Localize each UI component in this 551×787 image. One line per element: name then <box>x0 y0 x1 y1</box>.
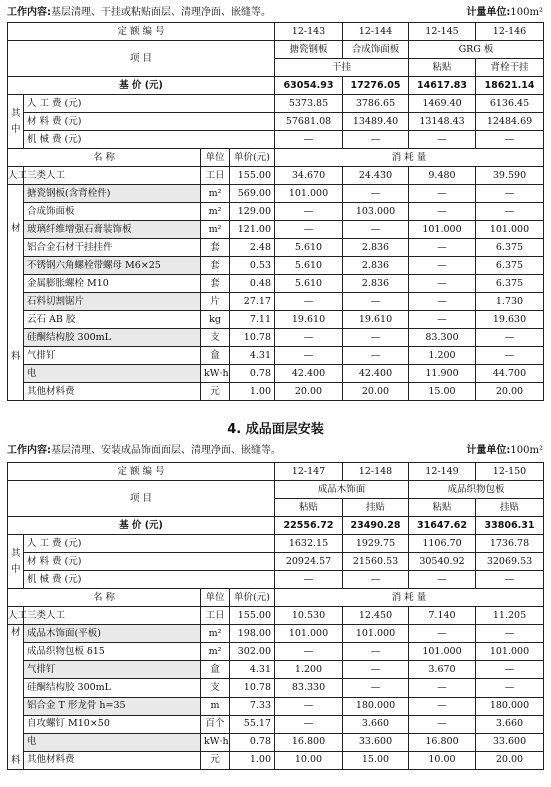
method-label: 背栓干挂 <box>476 59 544 77</box>
quota-code: 12-146 <box>476 23 544 41</box>
material-row <box>8 185 544 203</box>
labor-name: 三类人工 <box>24 167 201 185</box>
material-value: — <box>343 293 409 311</box>
cost-value: 12484.69 <box>476 113 544 131</box>
labor-value: 9.480 <box>409 167 476 185</box>
labor-price: 155.00 <box>230 167 275 185</box>
material-value: 101.000 <box>409 221 476 239</box>
material-value: 3.660 <box>476 715 544 733</box>
material-value: 2.836 <box>343 257 409 275</box>
material-value: — <box>343 679 409 697</box>
material-name: 不锈钢六角螺栓带螺母 M6×25 <box>24 257 201 275</box>
material-row <box>8 293 544 311</box>
quota-table-2 <box>7 462 544 770</box>
material-value: — <box>275 347 343 365</box>
material-unit: 片 <box>201 293 230 311</box>
labor-value: 39.590 <box>476 167 544 185</box>
material-unit: m² <box>201 185 230 203</box>
quota-number-label: 定 额 编 号 <box>8 23 275 41</box>
material-value: 15.00 <box>409 383 476 401</box>
material-price: 0.78 <box>230 733 275 751</box>
cost-name: 材 料 费 (元) <box>24 113 275 131</box>
material-value: — <box>476 679 544 697</box>
cost-value: 30540.92 <box>409 553 476 571</box>
material-value: 10.00 <box>275 751 343 769</box>
material-value: 5.610 <box>275 257 343 275</box>
quota-code: 12-144 <box>343 23 409 41</box>
material-price: 2.48 <box>230 239 275 257</box>
material-value: 16.800 <box>409 733 476 751</box>
material-value: 20.00 <box>343 383 409 401</box>
material-name: 其他材料费 <box>24 751 201 769</box>
material-value: — <box>275 221 343 239</box>
material-rows-2 <box>8 625 544 770</box>
cost-value: 5373.85 <box>275 95 343 113</box>
material-price: 10.78 <box>230 679 275 697</box>
cost-value: 6136.45 <box>476 95 544 113</box>
material-name: 气排钉 <box>24 661 201 679</box>
material-unit: 套 <box>201 239 230 257</box>
base-price: 22556.72 <box>275 517 343 535</box>
material-value: — <box>275 329 343 347</box>
material-value: — <box>476 661 544 679</box>
material-value: 19.610 <box>343 311 409 329</box>
item-label: 项 目 <box>8 481 275 517</box>
material-value: 20.00 <box>476 751 544 769</box>
material-group-char: 料 <box>11 755 21 766</box>
material-group-char: 材 <box>11 222 21 234</box>
material-row <box>8 679 544 697</box>
work-content-label: 工作内容: <box>7 445 51 456</box>
method-label: 粘贴 <box>275 499 343 517</box>
item-label: 项 目 <box>8 41 275 77</box>
material-value: 101.000 <box>275 625 343 643</box>
material-price: 7.33 <box>230 697 275 715</box>
material-value: 1.200 <box>409 347 476 365</box>
material-row <box>8 661 544 679</box>
material-value: 6.375 <box>476 275 544 293</box>
item-name: 搪瓷钢板 <box>275 41 343 59</box>
material-value: — <box>343 347 409 365</box>
consumption-column-header: 消 耗 量 <box>275 149 544 167</box>
quota-number-label: 定 额 编 号 <box>8 463 275 481</box>
cost-value: 1106.70 <box>409 535 476 553</box>
material-unit: 百个 <box>201 715 230 733</box>
material-price: 0.53 <box>230 257 275 275</box>
material-unit: 套 <box>201 257 230 275</box>
item-name: 合成饰面板 <box>343 41 409 59</box>
price-column-header: 单价(元) <box>230 149 275 167</box>
material-unit: 元 <box>201 751 230 769</box>
material-name: 搪瓷钢板(含背栓件) <box>24 185 201 203</box>
material-value: 42.400 <box>275 365 343 383</box>
cost-value: 13489.40 <box>343 113 409 131</box>
material-value: 180.000 <box>343 697 409 715</box>
material-price: 4.31 <box>230 661 275 679</box>
material-value: 10.00 <box>409 751 476 769</box>
labor-value: 10.530 <box>275 607 343 625</box>
material-name: 云石 AB 胶 <box>24 311 201 329</box>
work-content-line-1 <box>7 6 543 20</box>
material-row <box>8 257 544 275</box>
material-row <box>8 715 544 733</box>
material-value: 101.000 <box>409 643 476 661</box>
material-price: 198.00 <box>230 625 275 643</box>
base-price-label: 基 价 (元) <box>8 517 275 535</box>
material-row <box>8 751 544 769</box>
material-value: 1.200 <box>275 661 343 679</box>
material-value: — <box>409 203 476 221</box>
material-value: — <box>476 203 544 221</box>
material-name: 电 <box>24 365 201 383</box>
cost-value: 13148.43 <box>409 113 476 131</box>
material-price: 302.00 <box>230 643 275 661</box>
cost-value: — <box>476 131 544 149</box>
material-value: — <box>275 293 343 311</box>
material-value: 33.600 <box>476 733 544 751</box>
cost-value: — <box>275 131 343 149</box>
material-value: 3.660 <box>343 715 409 733</box>
material-value: 20.00 <box>476 383 544 401</box>
material-row <box>8 625 544 643</box>
material-value: 44.700 <box>476 365 544 383</box>
material-value: 101.000 <box>275 185 343 203</box>
material-price: 27.17 <box>230 293 275 311</box>
material-unit: 盒 <box>201 661 230 679</box>
material-price: 0.78 <box>230 365 275 383</box>
base-price: 18621.14 <box>476 77 544 95</box>
base-price: 33806.31 <box>476 517 544 535</box>
cost-name: 机 械 费 (元) <box>24 131 275 149</box>
material-value: 5.610 <box>275 239 343 257</box>
material-unit: 支 <box>201 679 230 697</box>
name-column-header: 名 称 <box>8 149 201 167</box>
material-value: 20.00 <box>275 383 343 401</box>
work-content-label: 工作内容: <box>7 7 51 18</box>
material-value: 1.730 <box>476 293 544 311</box>
cost-value: 1736.78 <box>476 535 544 553</box>
material-value: 83.330 <box>275 679 343 697</box>
cost-name: 人 工 费 (元) <box>24 95 275 113</box>
material-name: 电 <box>24 733 201 751</box>
material-value: 83.300 <box>409 329 476 347</box>
material-value: 33.600 <box>343 733 409 751</box>
material-row <box>8 329 544 347</box>
material-value: — <box>275 203 343 221</box>
material-price: 121.00 <box>230 221 275 239</box>
material-value: 101.000 <box>343 625 409 643</box>
material-group-char: 料 <box>11 350 21 362</box>
material-name: 铝合金 T 形龙骨 h=35 <box>24 697 201 715</box>
material-value: 2.836 <box>343 239 409 257</box>
material-price: 4.31 <box>230 347 275 365</box>
labor-unit: 工日 <box>201 607 230 625</box>
cost-value: 32069.53 <box>476 553 544 571</box>
material-unit: kg <box>201 311 230 329</box>
material-price: 7.11 <box>230 311 275 329</box>
labor-price: 155.00 <box>230 607 275 625</box>
material-name: 铝合金石材干挂挂件 <box>24 239 201 257</box>
labor-value: 7.140 <box>409 607 476 625</box>
price-column-header: 单价(元) <box>230 589 275 607</box>
material-row <box>8 221 544 239</box>
base-price-label: 基 价 (元) <box>8 77 275 95</box>
labor-unit: 工日 <box>201 167 230 185</box>
material-value: — <box>409 239 476 257</box>
material-value: — <box>409 311 476 329</box>
material-name: 硅酮结构胶 300mL <box>24 679 201 697</box>
material-unit: 盒 <box>201 347 230 365</box>
labor-value: 24.430 <box>343 167 409 185</box>
material-row <box>8 203 544 221</box>
method-label: 粘贴 <box>409 59 476 77</box>
material-row <box>8 697 544 715</box>
material-value: — <box>343 661 409 679</box>
cost-value: — <box>343 571 409 589</box>
material-value: 101.000 <box>476 221 544 239</box>
method-label: 粘贴 <box>409 499 476 517</box>
material-group-label <box>8 625 24 770</box>
material-row <box>8 239 544 257</box>
material-name: 成品木饰面(平板) <box>24 625 201 643</box>
cost-value: — <box>343 131 409 149</box>
cost-value: — <box>409 571 476 589</box>
work-content-line-2 <box>7 444 543 458</box>
material-group-label <box>8 185 24 401</box>
cost-value: — <box>476 571 544 589</box>
material-unit: m² <box>201 221 230 239</box>
base-price: 63054.93 <box>275 77 343 95</box>
material-unit: 支 <box>201 329 230 347</box>
material-value: — <box>476 329 544 347</box>
material-unit: m² <box>201 643 230 661</box>
method-label: 挂贴 <box>476 499 544 517</box>
material-price: 1.00 <box>230 383 275 401</box>
material-value: — <box>409 257 476 275</box>
material-name: 成品织物包板 δ15 <box>24 643 201 661</box>
cost-value: — <box>409 131 476 149</box>
labor-value: 34.670 <box>275 167 343 185</box>
material-value: 16.800 <box>275 733 343 751</box>
base-price: 23490.28 <box>343 517 409 535</box>
material-value: — <box>343 329 409 347</box>
cost-name: 机 械 费 (元) <box>24 571 275 589</box>
material-value: — <box>343 221 409 239</box>
quota-table-1 <box>7 22 544 401</box>
material-price: 129.00 <box>230 203 275 221</box>
material-rows-1 <box>8 185 544 401</box>
material-value: 15.00 <box>343 751 409 769</box>
consumption-column-header: 消 耗 量 <box>275 589 544 607</box>
material-value: 6.375 <box>476 257 544 275</box>
cost-name: 材 料 费 (元) <box>24 553 275 571</box>
material-price: 569.00 <box>230 185 275 203</box>
material-name: 金属膨胀螺栓 M10 <box>24 275 201 293</box>
name-column-header: 名 称 <box>8 589 201 607</box>
material-unit: m² <box>201 203 230 221</box>
material-value: 3.670 <box>409 661 476 679</box>
cost-group-label: 其 中 <box>8 95 24 149</box>
material-value: — <box>409 185 476 203</box>
cost-value: — <box>275 571 343 589</box>
material-row <box>8 643 544 661</box>
material-price: 1.00 <box>230 751 275 769</box>
quota-code: 12-149 <box>409 463 476 481</box>
quota-code: 12-143 <box>275 23 343 41</box>
material-unit: 元 <box>201 383 230 401</box>
material-unit: m² <box>201 625 230 643</box>
cost-group-label: 其 中 <box>8 535 24 589</box>
material-value: — <box>476 185 544 203</box>
labor-name: 三类人工 <box>24 607 201 625</box>
material-value: — <box>409 697 476 715</box>
material-value: 180.000 <box>476 697 544 715</box>
material-value: — <box>343 643 409 661</box>
quota-code: 12-148 <box>343 463 409 481</box>
material-value: — <box>409 679 476 697</box>
material-value: — <box>409 293 476 311</box>
item-name: GRG 板 <box>409 41 544 59</box>
material-name: 合成饰面板 <box>24 203 201 221</box>
measurement-unit: 计量单位:100m² <box>466 7 543 18</box>
quota-code: 12-145 <box>409 23 476 41</box>
material-value: — <box>275 643 343 661</box>
cost-value: 57681.08 <box>275 113 343 131</box>
quota-code: 12-147 <box>275 463 343 481</box>
material-row <box>8 311 544 329</box>
material-name: 气排钉 <box>24 347 201 365</box>
method-label: 干挂 <box>275 59 409 77</box>
material-price: 0.48 <box>230 275 275 293</box>
material-value: 19.630 <box>476 311 544 329</box>
cost-value: 3786.65 <box>343 95 409 113</box>
item-name: 成品织物包板 <box>409 481 544 499</box>
material-value: 11.900 <box>409 365 476 383</box>
material-value: — <box>343 185 409 203</box>
labor-category: 人工 <box>8 607 24 625</box>
material-value: — <box>409 625 476 643</box>
material-row <box>8 733 544 751</box>
unit-column-header: 单位 <box>201 589 230 607</box>
work-content-text: 基层清理、干挂或粘贴面层、清理净面、嵌缝等。 <box>51 7 271 18</box>
base-price: 14617.83 <box>409 77 476 95</box>
work-content-text: 基层清理、安装成品饰面面层、清理净面、嵌缝等。 <box>51 445 281 456</box>
cost-value: 1469.40 <box>409 95 476 113</box>
material-value: 5.610 <box>275 275 343 293</box>
material-unit: kW·h <box>201 365 230 383</box>
cost-value: 20924.57 <box>275 553 343 571</box>
material-price: 10.78 <box>230 329 275 347</box>
material-row <box>8 275 544 293</box>
material-unit: kW·h <box>201 733 230 751</box>
material-price: 55.17 <box>230 715 275 733</box>
material-name: 硅酮结构胶 300mL <box>24 329 201 347</box>
material-unit: 套 <box>201 275 230 293</box>
cost-value: 1929.75 <box>343 535 409 553</box>
material-group-char: 材 <box>11 627 21 638</box>
cost-value: 1632.15 <box>275 535 343 553</box>
material-name: 自攻螺钉 M10×50 <box>24 715 201 733</box>
material-value: 42.400 <box>343 365 409 383</box>
quota-code: 12-150 <box>476 463 544 481</box>
material-value: — <box>409 275 476 293</box>
material-value: — <box>476 347 544 365</box>
labor-value: 11.205 <box>476 607 544 625</box>
material-value: 101.000 <box>476 643 544 661</box>
measurement-unit: 计量单位:100m² <box>466 445 543 456</box>
base-price: 31647.62 <box>409 517 476 535</box>
material-value: — <box>476 625 544 643</box>
material-row <box>8 365 544 383</box>
unit-column-header: 单位 <box>201 149 230 167</box>
material-name: 玻璃纤维增强石膏装饰板 <box>24 221 201 239</box>
material-value: 103.000 <box>343 203 409 221</box>
material-value: — <box>409 715 476 733</box>
base-price: 17276.05 <box>343 77 409 95</box>
labor-value: 12.450 <box>343 607 409 625</box>
item-name: 成品木饰面 <box>275 481 409 499</box>
cost-value: 21560.53 <box>343 553 409 571</box>
material-value: 6.375 <box>476 239 544 257</box>
material-name: 其他材料费 <box>24 383 201 401</box>
material-value: 19.610 <box>275 311 343 329</box>
material-name: 石料切割锯片 <box>24 293 201 311</box>
material-value: — <box>275 715 343 733</box>
material-unit: m <box>201 697 230 715</box>
material-row <box>8 383 544 401</box>
labor-category: 人工 <box>8 167 24 185</box>
section-title: 4. 成品面层安装 <box>227 422 324 437</box>
material-row <box>8 347 544 365</box>
method-label: 挂贴 <box>343 499 409 517</box>
material-value: 2.836 <box>343 275 409 293</box>
material-value: — <box>275 697 343 715</box>
cost-name: 人 工 费 (元) <box>24 535 275 553</box>
